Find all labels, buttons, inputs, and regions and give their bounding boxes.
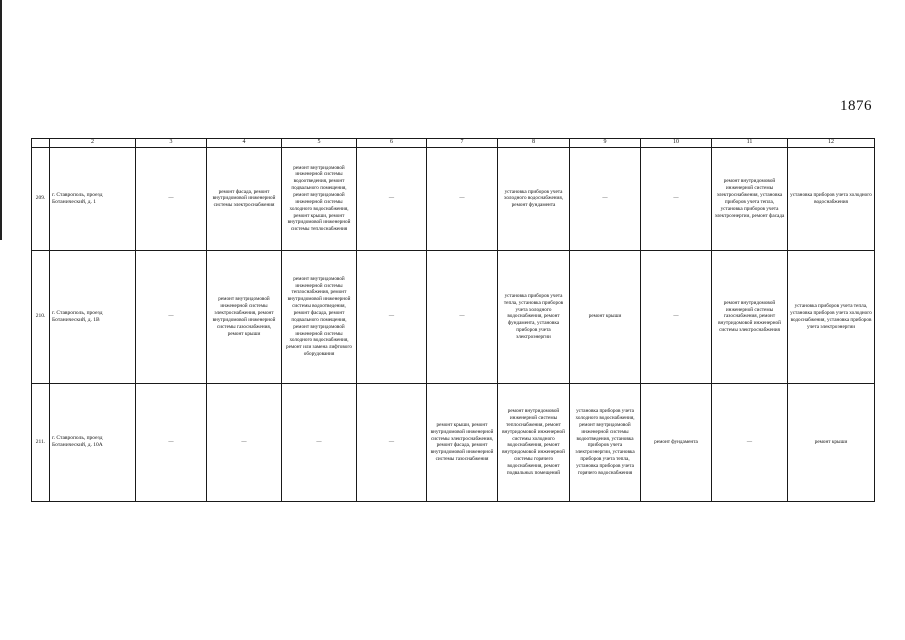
- table-cell: ремонт внутридомовой инженерной системы электроснабжения, установка приборов учета тепла, установка приборов учета электроэнергии, ремонт фасада: [712, 147, 788, 250]
- table-cell: установка приборов учета холодного водоснабжения: [788, 147, 875, 250]
- table-cell: ремонт фундамента: [641, 383, 712, 501]
- column-header: 10: [641, 139, 712, 148]
- column-header: 6: [357, 139, 427, 148]
- scan-edge-mark: [0, 0, 2, 240]
- row-address: г. Ставрополь, проезд Ботанический, д. 1: [50, 147, 136, 250]
- table-cell: —: [641, 147, 712, 250]
- table-cell: установка приборов учета холодного водоснабжения, ремонт фундамента: [498, 147, 570, 250]
- column-header: 3: [136, 139, 207, 148]
- table-row: [32, 250, 875, 383]
- table-cell: —: [641, 250, 712, 383]
- table-cell: —: [427, 147, 498, 250]
- table-cell: —: [570, 147, 641, 250]
- column-header: 11: [712, 139, 788, 148]
- table-cell: —: [136, 250, 207, 383]
- page-number: 1876: [840, 98, 872, 114]
- table-cell: —: [282, 383, 357, 501]
- row-number: 211.: [32, 383, 50, 501]
- column-header: 12: [788, 139, 875, 148]
- table-row: [32, 383, 875, 501]
- row-address: г. Ставрополь, проезд Ботанический, д. 10А: [50, 383, 136, 501]
- table-cell: —: [357, 250, 427, 383]
- table-cell: —: [357, 383, 427, 501]
- column-header-empty: [32, 139, 50, 148]
- table-cell: —: [427, 250, 498, 383]
- column-header: 7: [427, 139, 498, 148]
- table-cell: —: [712, 383, 788, 501]
- table-cell: —: [207, 383, 282, 501]
- table-cell: ремонт фасада, ремонт внутридомовой инженерной системы электроснабжения: [207, 147, 282, 250]
- table-cell: ремонт внутридомовой инженерной системы теплоснабжения, ремонт внутридомовой инженерной системы водоотведения, ремонт фасада, ремонт подвального помещения, ремонт внутридомовой инженерной системы холодного водоснабжения, ремонт или замена лифтового оборудования: [282, 250, 357, 383]
- table-cell: ремонт внутридомовой инженерной системы теплоснабжения, ремонт внутридомовой инженерной системы холодного водоснабжения, ремонт внутридомовой инженерной системы горячего водоснабжения, ремонт подвальных помещений: [498, 383, 570, 501]
- row-address: г. Ставрополь, проезд Ботанический, д. 1В: [50, 250, 136, 383]
- column-header: 8: [498, 139, 570, 148]
- column-number-row: [32, 139, 875, 148]
- table-cell: —: [136, 383, 207, 501]
- table-cell: ремонт крыши: [570, 250, 641, 383]
- table-cell: —: [136, 147, 207, 250]
- table-cell: ремонт внутридомовой инженерной системы электроснабжения, ремонт внутридомовой инженерной системы газоснабжения, ремонт крыши: [207, 250, 282, 383]
- table-cell: установка приборов учета тепла, установка приборов учета холодного водоснабжения, установка приборов учета электроэнергии: [788, 250, 875, 383]
- column-header: 9: [570, 139, 641, 148]
- column-header: 4: [207, 139, 282, 148]
- row-number: 210.: [32, 250, 50, 383]
- table-cell: ремонт крыши, ремонт внутридомовой инженерной системы электроснабжения, ремонт фасада, ремонт внутридомовой инженерной системы газоснабжения: [427, 383, 498, 501]
- column-header: 5: [282, 139, 357, 148]
- table-cell: ремонт крыши: [788, 383, 875, 501]
- table-cell: установка приборов учета холодного водоснабжения, ремонт внутридомовой инженерной системы водоотведения, установка приборов учета электроэнергии, установка приборов учета тепла, установка приборов учета горячего водоснабжения: [570, 383, 641, 501]
- column-header: 2: [50, 139, 136, 148]
- table-row: [32, 147, 875, 250]
- table-cell: ремонт внутридомовой инженерной системы газоснабжения, ремонт внутридомовой инженерной системы электроснабжения: [712, 250, 788, 383]
- table-cell: —: [357, 147, 427, 250]
- row-number: 209.: [32, 147, 50, 250]
- table-cell: установка приборов учета тепла, установка приборов учета холодного водоснабжения, ремонт фундамента, установка приборов учета электроэнергии: [498, 250, 570, 383]
- table-cell: ремонт внутридомовой инженерной системы водоотведения, ремонт подвального помещения, ремонт внутридомовой инженерной системы холодного водоснабжения, ремонт крыши, ремонт внутридомовой инженерной системы теплоснабжения: [282, 147, 357, 250]
- repair-plan-table: [31, 138, 875, 502]
